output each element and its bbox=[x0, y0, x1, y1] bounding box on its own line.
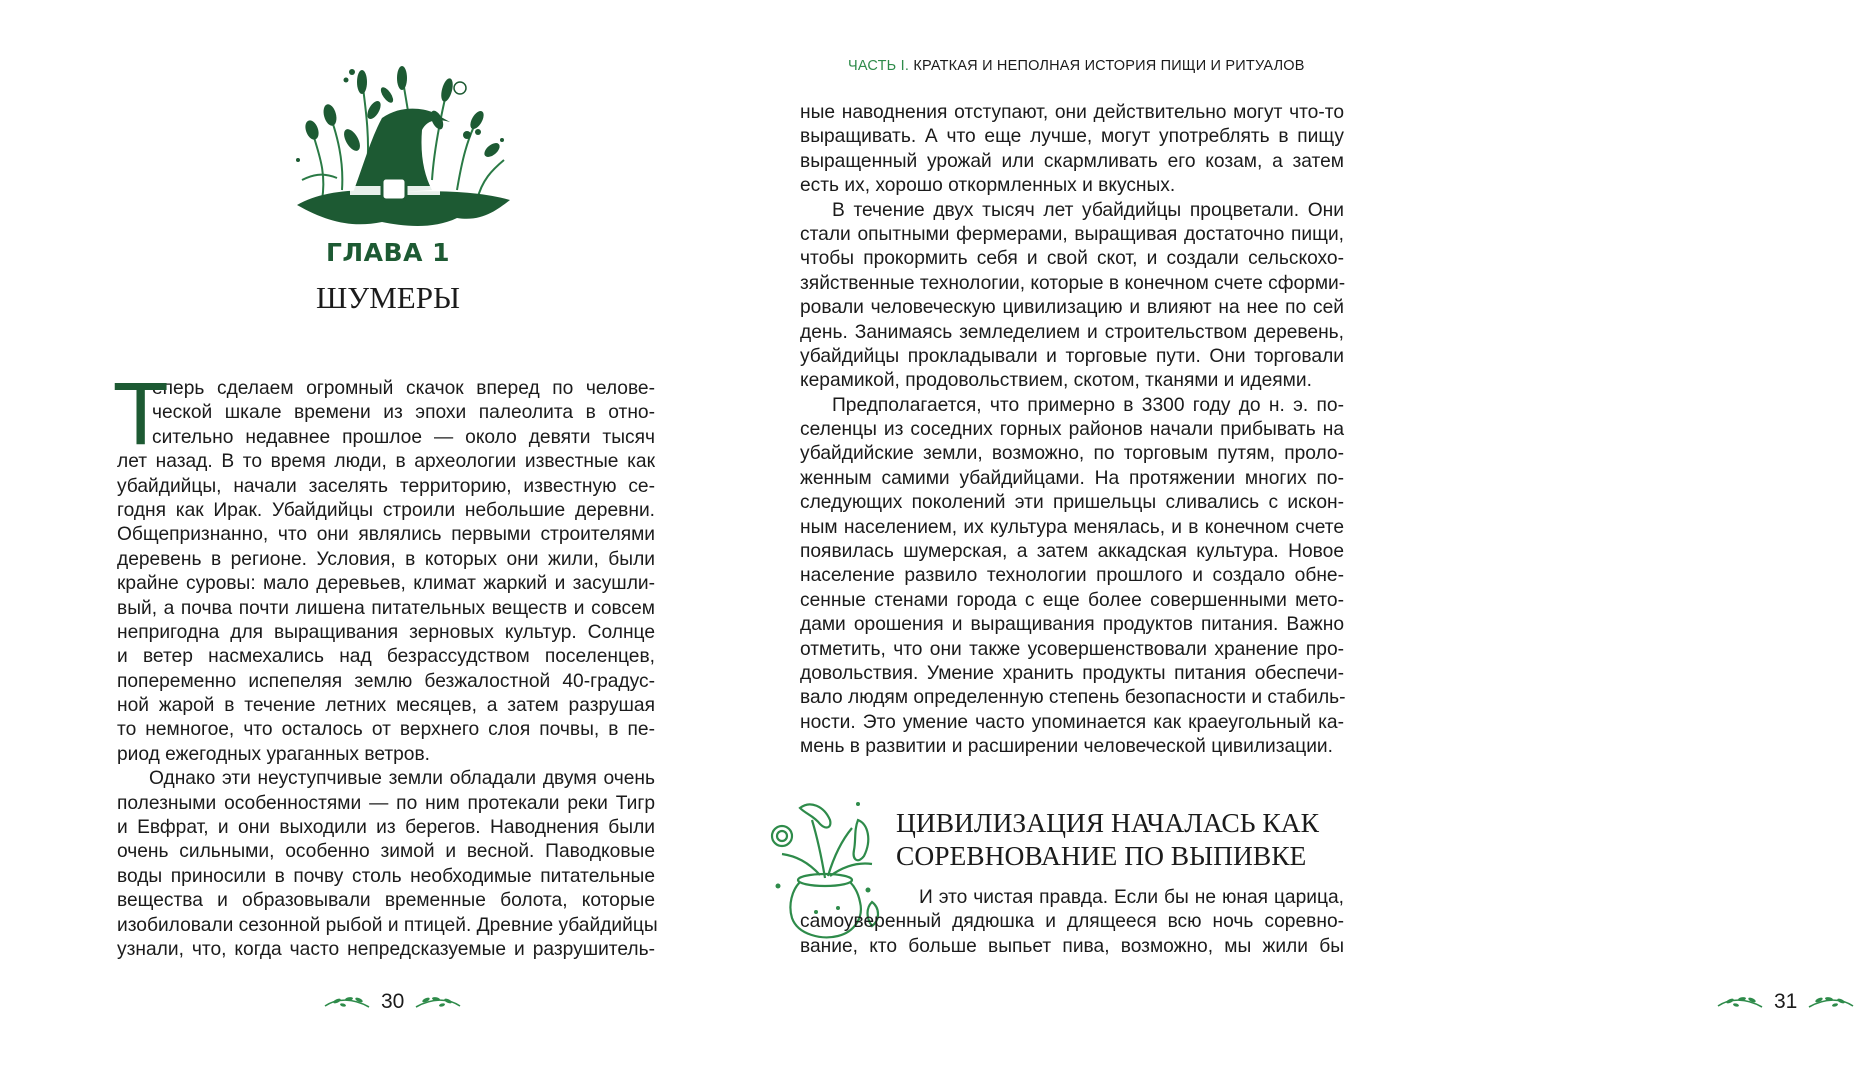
page-number-footer bbox=[323, 990, 462, 1014]
text-line: ровали человеческую цивилизацию и влияют на нее по сей bbox=[800, 297, 1344, 319]
text-line: и Евфрат, и они выходили из берегов. Наводнения были bbox=[117, 817, 655, 839]
text-line: день. Занимаясь земледелием и строительством деревень, bbox=[800, 321, 1344, 343]
text-line: ным населением, их культура менялась, и в конечном счете bbox=[800, 516, 1344, 538]
text-line: самоуверенный дядюшка и длящееся всю ночь соревно- bbox=[800, 911, 1344, 933]
text-line: то немногое, что осталось от верхнего слоя почвы, в пе- bbox=[117, 719, 655, 741]
page-number-footer bbox=[1716, 990, 1855, 1014]
right-page bbox=[716, 0, 1798, 1080]
text-line: выращенный урожай или скармливать его козам, а затем bbox=[800, 150, 1344, 172]
text-line: появилась шумерская, а затем аккадская культура. Новое bbox=[800, 541, 1344, 563]
text-line: вый, а почва почти лишена питательных веществ и совсем bbox=[117, 597, 655, 619]
chapter-number: ГЛАВА 1 bbox=[325, 238, 451, 267]
text-line: попеременно испепеляя землю безжалостной 40-градус- bbox=[117, 670, 655, 692]
text-line: убайдийские земли, возможно, по торговым путям, проло- bbox=[800, 443, 1344, 465]
text-line: годня как Ирак. Убайдийцы строили небольшие деревни. bbox=[117, 499, 655, 521]
right-page-body bbox=[800, 101, 1344, 760]
leaf-ornament-icon bbox=[414, 994, 462, 1010]
text-line: Однако эти неуступчивые земли обладали двумя очень bbox=[149, 768, 655, 790]
text-line: ные наводнения отступают, они действительно могут что-то bbox=[800, 102, 1344, 123]
leaf-ornament-icon bbox=[323, 994, 371, 1010]
drop-cap: Т bbox=[115, 366, 167, 464]
paragraph bbox=[800, 101, 1344, 199]
section-heading bbox=[896, 806, 1319, 872]
text-line: Предполагается, что примерно в 3300 году до н. э. по- bbox=[832, 394, 1344, 416]
witch-hat-with-herbs-icon bbox=[282, 60, 522, 230]
section-heading-line: СОРЕВНОВАНИЕ ПО ВЫПИВКЕ bbox=[896, 840, 1307, 871]
section-heading-line: ЦИВИЛИЗАЦИЯ НАЧАЛАСЬ КАК bbox=[896, 807, 1319, 838]
text-line: крайне суровы: мало деревьев, климат жаркий и засушли- bbox=[117, 573, 655, 595]
text-line: деревень в регионе. Условия, в которых они жили, были bbox=[117, 548, 655, 570]
leaf-ornament-icon bbox=[1807, 994, 1855, 1010]
text-line: довольствия. Умение хранить продукты питания обеспечи- bbox=[800, 662, 1344, 684]
running-head bbox=[848, 58, 1305, 74]
text-line: убайдийцы, начали заселять территорию, известную се- bbox=[117, 475, 655, 497]
running-head-part: ЧАСТЬ I. bbox=[848, 58, 910, 74]
text-line: ности. Это умение часто упоминается как краеугольный ка- bbox=[800, 711, 1344, 733]
text-line: И это чистая правда. Если бы не юная царица, bbox=[919, 887, 1344, 908]
text-line: лет назад. В то время люди, в археологии известные как bbox=[117, 451, 655, 473]
left-page-body bbox=[115, 366, 658, 962]
text-line: выращивать. А что еще лучше, могут употреблять в пищу bbox=[800, 126, 1344, 148]
text-line: риод ежегодных ураганных ветров. bbox=[117, 743, 431, 765]
text-line: вало людям определенную степень безопасности и стабиль- bbox=[800, 687, 1346, 709]
text-line: узнали, что, когда часто непредсказуемые и разрушитель- bbox=[117, 938, 655, 960]
section-body bbox=[800, 886, 1344, 959]
text-line: дами орошения и выращивания продуктов питания. Важно bbox=[800, 614, 1344, 636]
paragraph bbox=[800, 394, 1344, 760]
paragraph bbox=[800, 199, 1344, 394]
text-line: В течение двух тысяч лет убайдийцы процветали. Они bbox=[832, 199, 1344, 221]
text-line: керамикой, продовольствием, скотом, тканями и идеями. bbox=[800, 370, 1312, 392]
text-line: изобиловали сезонной рыбой и птицей. Древние убайдийцы bbox=[117, 914, 658, 936]
text-line: стали опытными фермерами, выращивая достаточно пищи, bbox=[800, 223, 1344, 245]
text-line: вание, кто больше выпьет пива, возможно, мы жили бы bbox=[800, 935, 1344, 957]
running-head-title: КРАТКАЯ И НЕПОЛНАЯ ИСТОРИЯ ПИЩИ И РИТУАЛОВ bbox=[913, 58, 1305, 74]
left-page bbox=[0, 0, 716, 1080]
text-line: мень в развитии и расширении человеческой цивилизации. bbox=[800, 736, 1333, 758]
text-line: женным самими убайдийцами. На протяжении многих по- bbox=[800, 467, 1344, 489]
text-line: зяйственные технологии, которые в конечном счете сформи- bbox=[800, 272, 1346, 294]
text-line: следующих поколений эти пришельцы сливались с искон- bbox=[800, 492, 1344, 514]
text-line: ной жарой в течение летних месяцев, а затем разрушая bbox=[117, 695, 655, 717]
text-line: полезными особенностями — по ним протекали реки Тигр bbox=[117, 792, 655, 814]
text-line: и ветер насмехались над безрассудством поселенцев, bbox=[117, 646, 655, 668]
text-line: сенные стенами города с еще более совершенными мето- bbox=[800, 589, 1344, 611]
text-line: убайдийцы прокладывали и торговые пути. Они торговали bbox=[800, 345, 1344, 367]
chapter-title: ШУМЕРЫ bbox=[316, 280, 460, 315]
text-line: Общепризнанно, что они являлись первыми строителями bbox=[117, 524, 655, 546]
page-number: 31 bbox=[1774, 990, 1798, 1013]
text-line: есть их, хорошо откормленных и вкусных. bbox=[800, 175, 1176, 197]
text-line: селенцы из соседних горных районов начали прибывать на bbox=[800, 419, 1344, 441]
text-line: население развило технологии прошлого и создало обне- bbox=[800, 565, 1344, 587]
paragraph bbox=[115, 366, 655, 767]
leaf-ornament-icon bbox=[1716, 994, 1764, 1010]
text-line: ческой шкале времени из эпохи палеолита в отно- bbox=[152, 402, 655, 424]
text-line: отметить, что они также усовершенствовали хранение про- bbox=[800, 638, 1344, 660]
text-line: воды приносили в почву столь необходимые питательные bbox=[117, 865, 655, 887]
text-line: сительно недавнее прошлое — около девяти тысяч bbox=[152, 426, 655, 448]
text-line: очень сильными, особенно зимой и весной. Паводковые bbox=[117, 841, 655, 863]
text-line: непригодна для выращивания зерновых культур. Солнце bbox=[117, 621, 655, 643]
text-line: чтобы прокормить себя и свой скот, и создали сельскохо- bbox=[800, 248, 1344, 270]
text-line: еперь сделаем огромный скачок вперед по челове- bbox=[152, 378, 655, 399]
text-line: вещества и образовывали временные болота, которые bbox=[117, 890, 655, 912]
paragraph bbox=[117, 767, 658, 962]
page-number: 30 bbox=[381, 990, 405, 1013]
